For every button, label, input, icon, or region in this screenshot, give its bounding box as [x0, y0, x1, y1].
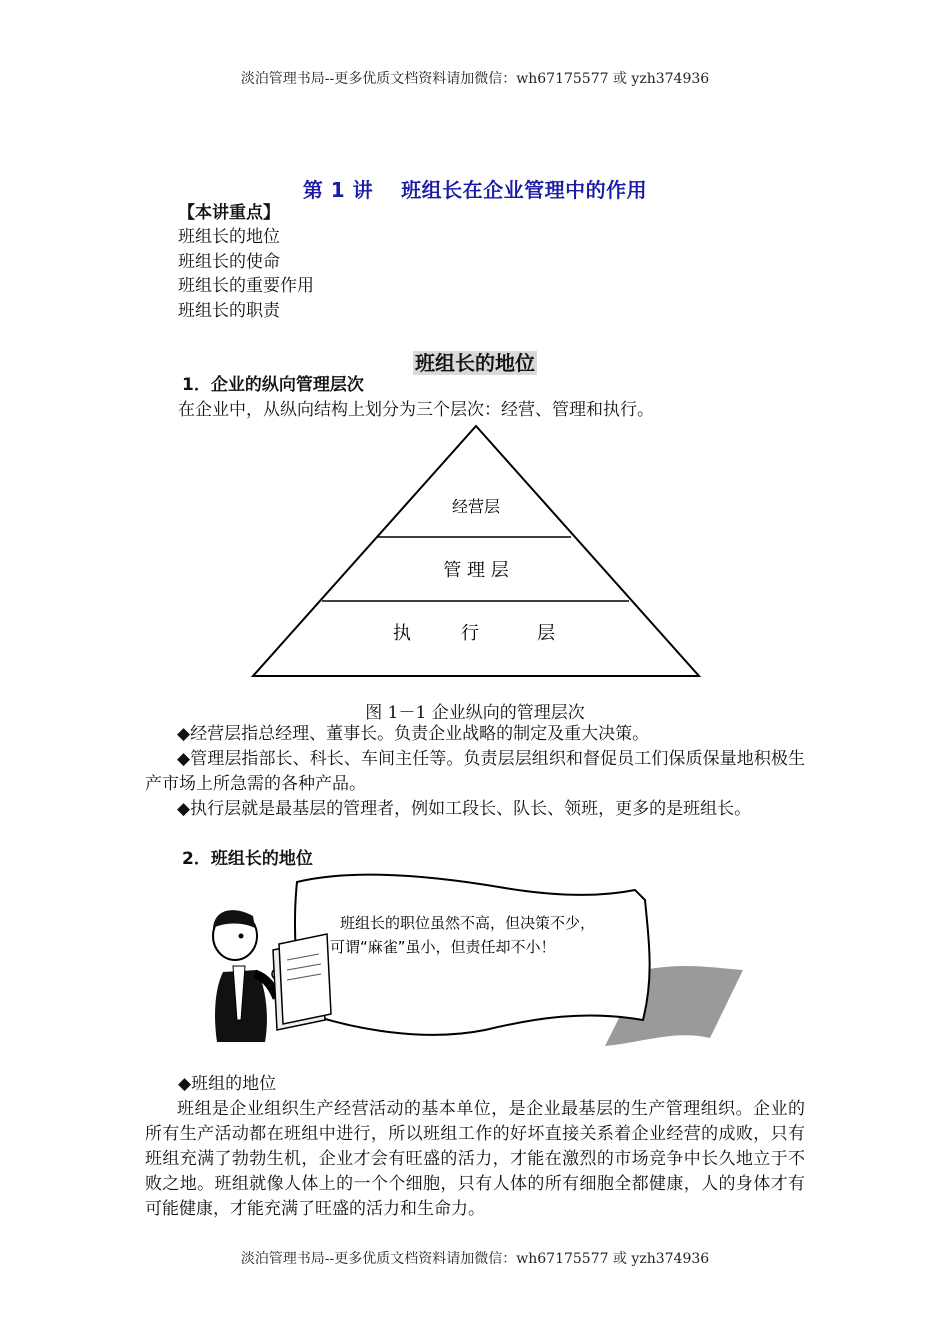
lecture-title-text: 班组长在企业管理中的作用 [401, 178, 648, 202]
team-position-paragraph: 班组是企业组织生产经营活动的基本单位，是企业最基层的生产管理组织。企业的所有生产活动都在班组中进行，所以班组工作的好坏直接关系着企业经营的成败，只有班组充满了勃勃生机，企业才会有旺盛的活力，才能在激烈的市场竞争中长久地立于不败之地。班组就像人体上的一个个细胞，只有人体的所有细胞全都健康，人的身体才有可能健康，才能充满了旺盛的活力和生命力。 [145, 1099, 805, 1219]
lecture-number: 第 1 讲 [302, 178, 374, 202]
figure-caption: 图 1－1 企业纵向的管理层次 [365, 703, 585, 723]
pyramid-bottom-label: 层 [537, 623, 555, 644]
manager-illustration [205, 870, 750, 1050]
pyramid-top-label: 经营层 [451, 497, 501, 516]
documents-icon [273, 934, 331, 1030]
pyramid-middle-label: 管 理 层 [443, 560, 509, 581]
focus-item: 班组长的使命 [178, 252, 280, 272]
pyramid-bottom-label: 行 [461, 623, 479, 644]
subsection-heading: 2．班组长的地位 [182, 849, 313, 869]
section-title-text: 班组长的地位 [415, 351, 535, 375]
bullet-paragraph: ◆经营层指总经理、董事长。负责企业战略的制定及重大决策。 [177, 724, 650, 744]
bullet-paragraph: ◆执行层就是最基层的管理者，例如工段长、队长、领班，更多的是班组长。 [177, 799, 752, 819]
section-title [0, 347, 950, 376]
pyramid-bottom-label: 执 [393, 623, 411, 644]
banner-text-line1: 班组长的职位虽然不高，但决策不少， [340, 914, 596, 932]
pyramid-diagram [248, 424, 704, 680]
focus-heading: 【本讲重点】 [178, 203, 280, 223]
bullet-paragraph: ◆管理层指部长、科长、车间主任等。负责层层组织和督促员工们保质保量地积极生产市场上所急需的各种产品。 [145, 749, 805, 794]
page-header: 淡泊管理书局--更多优质文档资料请加微信：wh67175577 或 yzh374936 [240, 71, 710, 87]
focus-item: 班组长的职责 [178, 301, 280, 321]
focus-item: 班组长的地位 [178, 227, 280, 247]
subsection-heading: 1．企业的纵向管理层次 [182, 375, 364, 395]
banner-text-line2: 可谓“麻雀”虽小，但责任却不小！ [330, 938, 556, 956]
intro-text: 在企业中，从纵向结构上划分为三个层次：经营、管理和执行。 [178, 400, 654, 420]
team-position-heading: ◆班组的地位 [178, 1074, 277, 1094]
focus-item: 班组长的重要作用 [178, 276, 314, 296]
lecture-title [0, 174, 950, 203]
page-footer: 淡泊管理书局--更多优质文档资料请加微信：wh67175577 或 yzh374936 [240, 1251, 710, 1267]
